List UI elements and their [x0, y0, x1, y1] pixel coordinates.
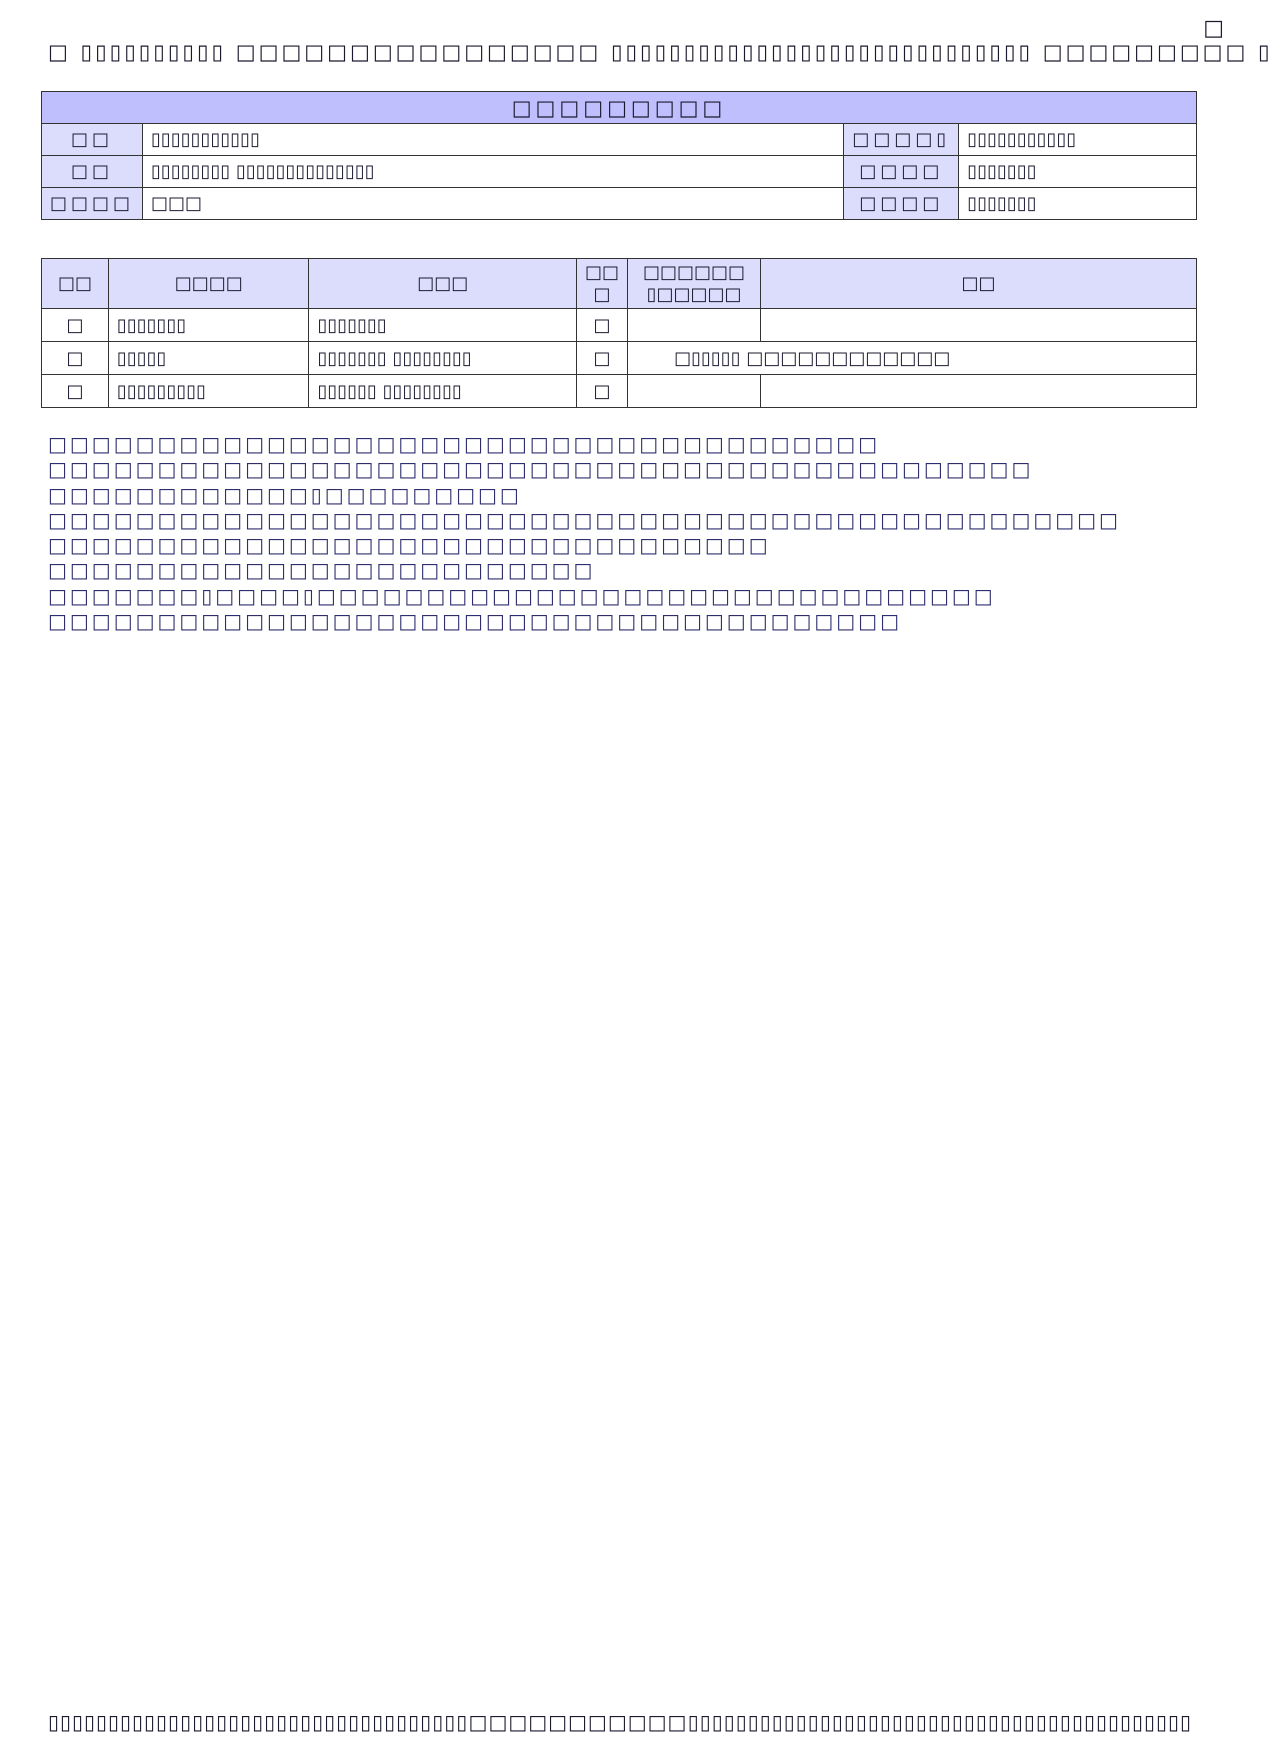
- info-label: □□□□: [844, 156, 959, 188]
- column-header: □□: [761, 259, 1197, 309]
- info-label: □□□□: [844, 188, 959, 220]
- note-line: □□□□□□□□□□□□□□□□□□□□□□□□□□□□□□□□□: [48, 533, 771, 558]
- info-table: [41, 91, 1197, 220]
- table-cell: [761, 375, 1197, 408]
- note-line: □□□□□□□□□□□□▯□□□□□□□□□: [48, 482, 522, 507]
- notes-section: [48, 432, 1121, 634]
- table-cell: □: [577, 342, 628, 375]
- table-cell: □: [42, 309, 109, 342]
- note-line: □□□□□□□□□□□□□□□□□□□□□□□□□□□□□□□□□□□□□□□: [48, 609, 902, 634]
- table-cell: ▯▯▯▯▯▯ ▯▯▯▯▯▯▯▯: [309, 375, 577, 408]
- footer-left: ▯▯▯▯▯▯▯▯▯▯▯▯▯▯▯▯▯▯▯▯▯▯▯▯▯▯▯▯▯▯▯▯▯▯▯: [48, 1710, 469, 1734]
- info-value: ▯▯▯▯▯▯▯▯▯▯▯: [959, 124, 1197, 156]
- info-row: [42, 124, 1197, 156]
- table-cell: □: [42, 342, 109, 375]
- note-line: □□□□□□□□□□□□□□□□□□□□□□□□□□□□□□□□□□□□□□□□□□□□□□□□□: [48, 507, 1121, 532]
- column-header: □□□□□□ ▯□□□□□: [628, 259, 761, 309]
- page-number: □: [1203, 16, 1224, 41]
- header-code-b: ▯▯▯▯▯▯▯▯▯▯▯▯▯▯▯▯▯▯▯▯▯▯▯▯▯▯▯▯▯: [610, 40, 1034, 64]
- info-value: ▯▯▯▯▯▯▯▯▯▯▯: [143, 124, 844, 156]
- info-value: ▯▯▯▯▯▯▯: [959, 156, 1197, 188]
- info-label: □□: [42, 156, 143, 188]
- table-cell: [761, 309, 1197, 342]
- column-header: □□□: [309, 259, 577, 309]
- header-text-end: □□□□□□□□□: [1042, 40, 1249, 64]
- info-value: ▯▯▯▯▯▯▯▯ ▯▯▯▯▯▯▯▯▯▯▯▯▯▯: [143, 156, 844, 188]
- info-label: □□□□▯: [844, 124, 959, 156]
- table-cell: ▯▯▯▯▯▯▯: [309, 309, 577, 342]
- item-table: [41, 258, 1197, 408]
- page-footer: [48, 1710, 1192, 1734]
- table-cell: ▯▯▯▯▯▯▯▯▯: [108, 375, 309, 408]
- table-cell: □▯▯▯▯▯ □□□□□□□□□□□□: [628, 342, 1197, 375]
- table-cell: [628, 375, 761, 408]
- table-cell: □: [42, 375, 109, 408]
- note-line: □□□□□□□▯□□□□▯□□□□□□□□□□□□□□□□□□□□□□□□□□□□□□□: [48, 583, 996, 608]
- footer-right: ▯▯▯▯▯▯▯▯▯▯▯▯▯▯▯▯▯▯▯▯▯▯▯▯▯▯▯▯▯▯▯▯▯▯▯▯▯▯▯▯▯▯: [687, 1710, 1192, 1734]
- column-header: □□□□: [108, 259, 309, 309]
- table-row: [42, 342, 1197, 375]
- table-cell: □: [577, 309, 628, 342]
- document-header: [48, 40, 1273, 64]
- footer-middle: □□□□□□□□□□□: [468, 1710, 688, 1734]
- header-prefix: □: [48, 40, 71, 64]
- note-line: □□□□□□□□□□□□□□□□□□□□□□□□□□□□□□□□□□□□□□□□□□□□□: [48, 457, 1034, 482]
- info-label: □□□□: [42, 188, 143, 220]
- info-table-title: □□□□□□□□□: [42, 92, 1197, 124]
- table-cell: [628, 309, 761, 342]
- info-label: □□: [42, 124, 143, 156]
- table-row: [42, 309, 1197, 342]
- table-cell: ▯▯▯▯▯▯▯ ▯▯▯▯▯▯▯▯: [309, 342, 577, 375]
- header-suffix: ▯: [1258, 40, 1273, 64]
- item-table-header: [42, 259, 1197, 309]
- info-value: □□□: [143, 188, 844, 220]
- column-header: □□: [42, 259, 109, 309]
- info-row: [42, 188, 1197, 220]
- table-cell: ▯▯▯▯▯: [108, 342, 309, 375]
- table-cell: ▯▯▯▯▯▯▯: [108, 309, 309, 342]
- header-code-a: ▯▯▯▯▯▯▯▯▯▯: [80, 40, 227, 64]
- note-line: □□□□□□□□□□□□□□□□□□□□□□□□□: [48, 558, 596, 583]
- info-row: [42, 156, 1197, 188]
- info-value: ▯▯▯▯▯▯▯: [959, 188, 1197, 220]
- header-text-middle: □□□□□□□□□□□□□□□□: [235, 40, 602, 64]
- table-cell: □: [577, 375, 628, 408]
- table-row: [42, 375, 1197, 408]
- note-line: □□□□□□□□□□□□□□□□□□□□□□□□□□□□□□□□□□□□□□: [48, 432, 881, 456]
- column-header: □□ □: [577, 259, 628, 309]
